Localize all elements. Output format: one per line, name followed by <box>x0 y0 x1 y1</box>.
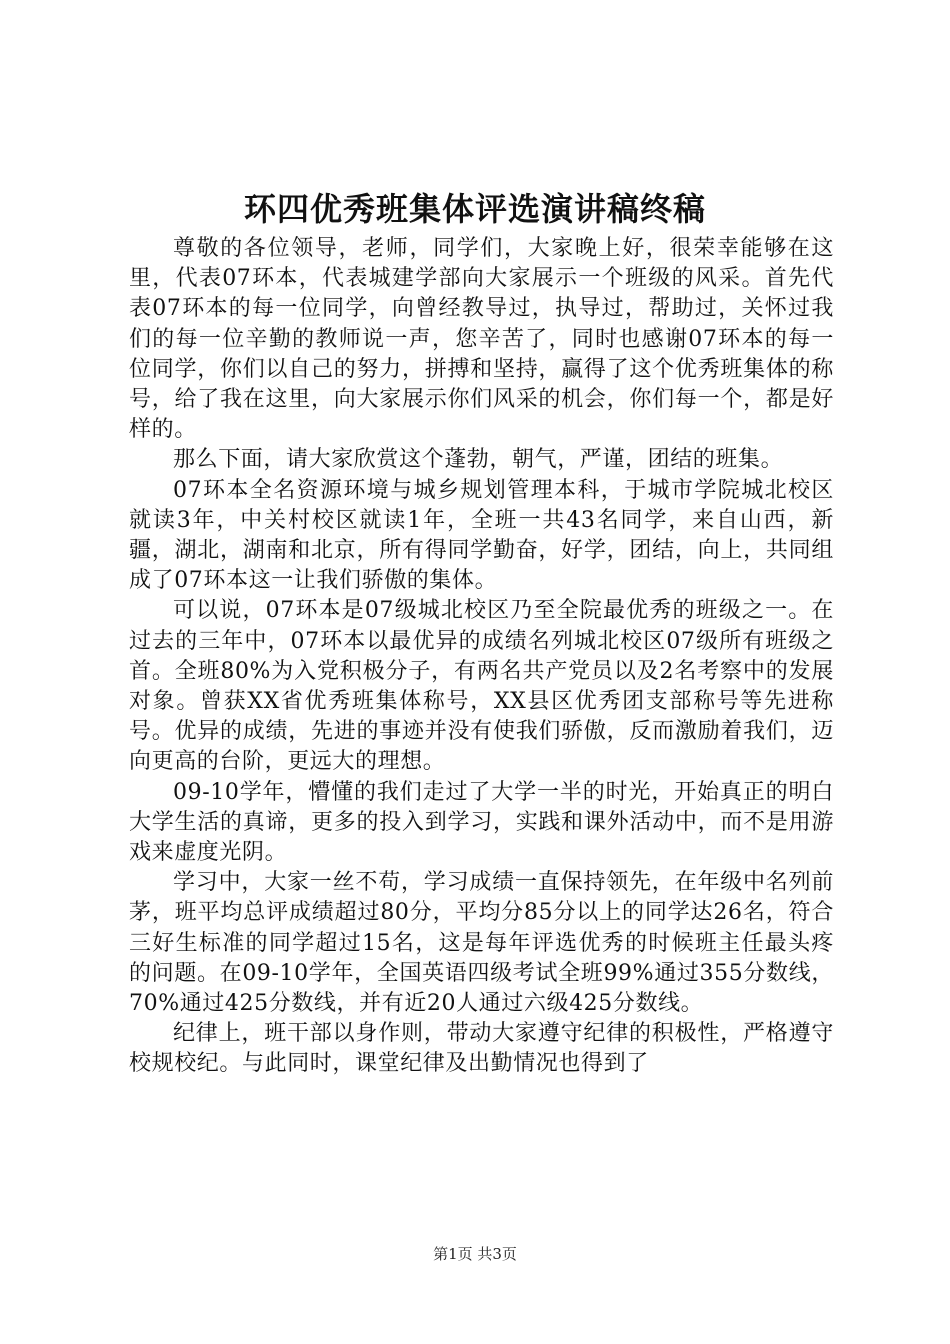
paragraph-achievements: 可以说，07环本是07级城北校区乃至全院最优秀的班级之一。在过去的三年中，07环本以最优异的成绩名列城北校区07级所有班级之首。全班80%为入党积极分子，有两名共产党员以及2名考察中的发展对象。曾获XX省优秀班集体称号，XX县区优秀团支部称号等先进称号。优异的成绩，先进的事迹并没有使我们骄傲，反而激励着我们，迈向更高的台阶，更远大的理想。 <box>129 598 834 775</box>
document-title: 环四优秀班集体评选演讲稿终稿 <box>243 190 706 228</box>
document-body <box>129 234 834 1080</box>
paragraph-class-overview: 07环本全名资源环境与城乡规划管理本科，于城市学院城北校区就读3年，中关村校区就读1年，全班一共43名同学，来自山西，新疆，湖北，湖南和北京，所有得同学勤奋，好学，团结，向上，共同组成了07环本这一让我们骄傲的集体。 <box>129 477 834 594</box>
paragraph-discipline: 纪律上，班干部以身作则，带动大家遵守纪律的积极性，严格遵守校规校纪。与此同时，课堂纪律及出勤情况也得到了 <box>129 1021 834 1077</box>
page-footer: 第1页 共3页 <box>433 1245 517 1263</box>
paragraph-intro: 那么下面，请大家欣赏这个蓬勃，朝气，严谨，团结的班集。 <box>173 447 784 473</box>
paragraph-academic-year: 09-10学年，懵懂的我们走过了大学一半的时光，开始真正的明白大学生活的真谛，更多的投入到学习，实践和课外活动中，而不是用游戏来虚度光阴。 <box>129 779 834 866</box>
paragraph-study: 学习中，大家一丝不苟，学习成绩一直保持领先，在年级中名列前茅，班平均总评成绩超过80分，平均分85分以上的同学达26名，符合三好生标准的同学超过15名，这是每年评选优秀的时候班主任最头疼的问题。在09-10学年，全国英语四级考试全班99%通过355分数线，70%通过425分数线，并有近20人通过六级425分数线。 <box>129 870 834 1017</box>
paragraph-greeting: 尊敬的各位领导，老师，同学们，大家晚上好，很荣幸能够在这里，代表07环本，代表城建学部向大家展示一个班级的风采。首先代表07环本的每一位同学，向曾经教导过，执导过，帮助过，关怀过我们的每一位辛勤的教师说一声，您辛苦了，同时也感谢07环本的每一位同学，你们以自己的努力，拼搏和坚持，赢得了这个优秀班集体的称号，给了我在这里，向大家展示你们风采的机会，你们每一个，都是好样的。 <box>129 236 834 443</box>
